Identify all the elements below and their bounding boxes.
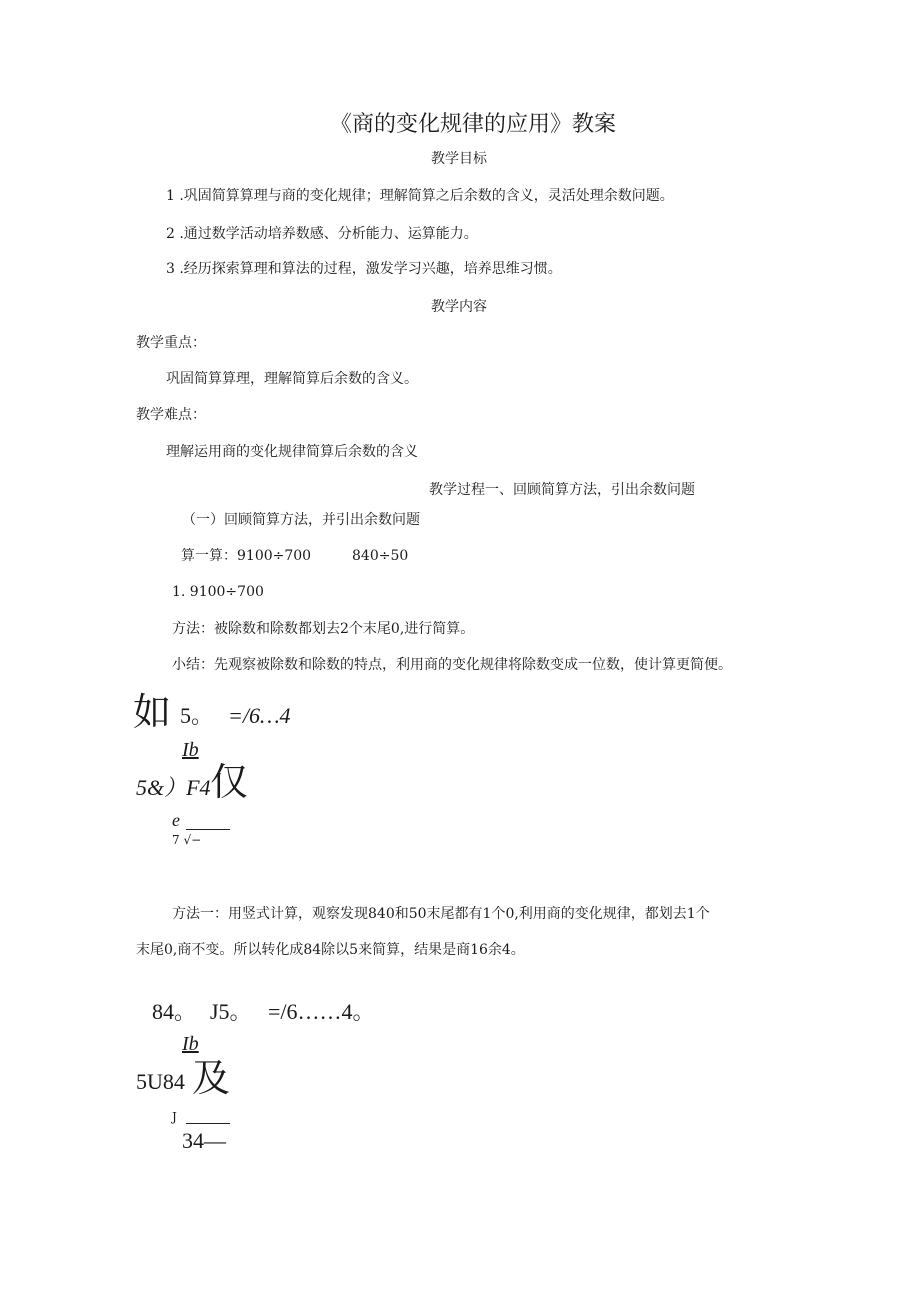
ocr-glyph-ji-2: 及: [192, 1056, 231, 1100]
ocr-ib-2: Ib: [182, 1033, 199, 1055]
content-heading: 教学内容: [431, 299, 487, 315]
division-rule-2: [186, 1123, 230, 1124]
ocr-84: 84。: [152, 999, 197, 1024]
objective-2: 2 .通过数学活动培养数感、分析能力、运算能力。: [166, 226, 478, 242]
ocr-division-1: 5&）F4: [136, 775, 211, 800]
method-text: 方法：被除数和除数都划去2个末尾0,进行简算。: [172, 621, 475, 637]
method1-line1: 方法一：用竖式计算，观察发现840和50末尾都有1个0,利用商的变化规律，都划去1个: [172, 906, 710, 922]
ocr-glyph-ji: 仅: [210, 760, 249, 804]
key-points-label: 教学重点：: [136, 335, 206, 351]
item-1: 1. 9100÷700: [172, 584, 264, 600]
ocr-j5: J5。: [210, 999, 252, 1024]
division-rule-1: [186, 829, 230, 830]
ocr-glyph-ru: 如: [133, 690, 172, 734]
ocr-j: J: [172, 1110, 177, 1124]
ocr-e: e: [172, 810, 180, 830]
difficulty-label: 教学难点：: [136, 407, 206, 423]
document-title: 《商的变化规律的应用》教案: [330, 112, 617, 137]
summary-text: 小结：先观察被除数和除数的特点，利用商的变化规律将除数变成一位数，使计算更简便。: [172, 657, 732, 673]
ocr-result-1: =/6…4: [228, 703, 291, 728]
ocr-seven: 7 √−: [172, 833, 202, 847]
calc-second: 840÷50: [352, 548, 409, 564]
objective-3: 3 .经历探索算理和算法的过程，激发学习兴趣，培养思维习惯。: [166, 261, 562, 277]
objectives-heading: 教学目标: [431, 151, 487, 167]
ocr-five: 5。: [180, 703, 214, 728]
calc-label: 算一算：9100÷700: [181, 548, 312, 564]
key-points-text: 巩固简算算理，理解简算后余数的含义。: [166, 371, 418, 387]
objective-1: 1 .巩固简算算理与商的变化规律；理解简算之后余数的含义，灵活处理余数问题。: [166, 188, 674, 204]
process-heading: 教学过程一、回顾简算方法，引出余数问题: [429, 482, 695, 498]
ocr-result-2: =/6……4。: [268, 999, 375, 1024]
ocr-division-2: 5U84: [136, 1069, 185, 1094]
method1-line2: 末尾0,商不变。所以转化成84除以5来简算，结果是商16余4。: [136, 942, 525, 958]
difficulty-text: 理解运用商的变化规律简算后余数的含义: [166, 444, 418, 460]
ocr-ib-1: Ib: [182, 739, 199, 761]
sub-heading: （一）回顾简算方法，并引出余数问题: [182, 512, 420, 528]
ocr-remainder: 34—: [182, 1128, 226, 1153]
